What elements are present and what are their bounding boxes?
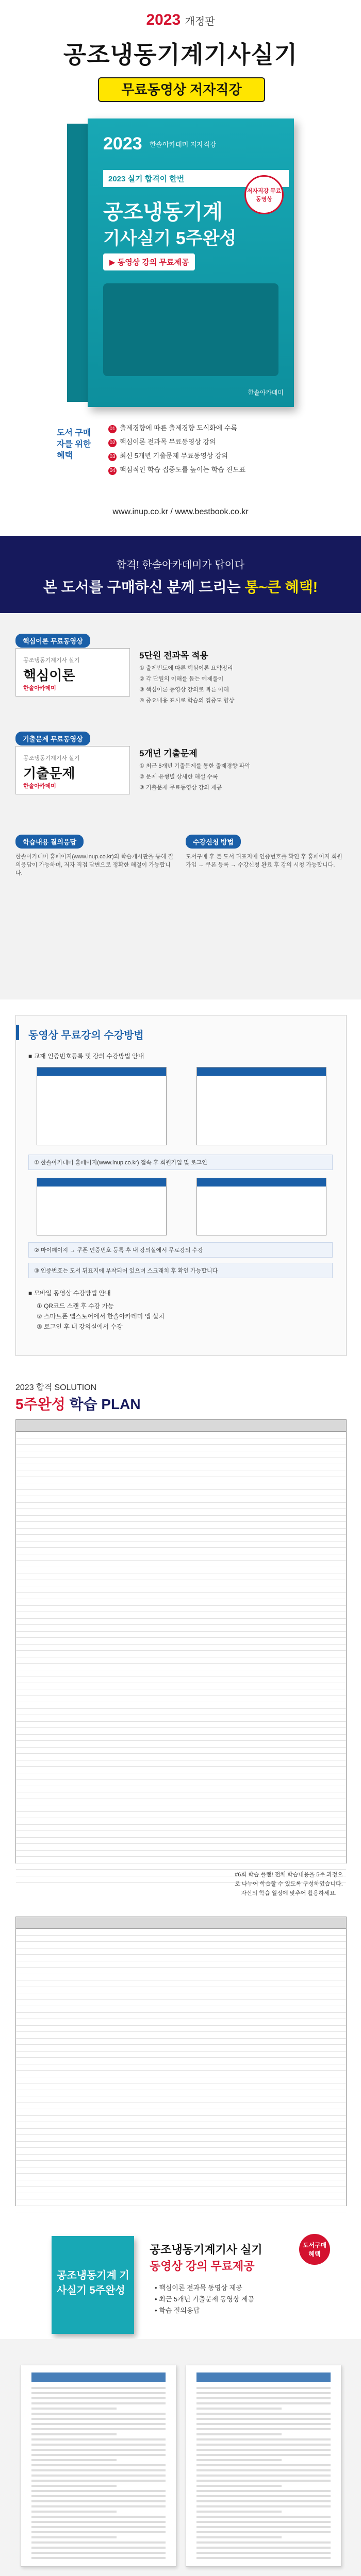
- banner-line1: 합격! 한솔아카데미가 답이다: [116, 560, 245, 571]
- text-line: [196, 2387, 331, 2389]
- table-row: [16, 1490, 346, 1497]
- cover-top-text: 한솔아카데미 저자직강: [150, 141, 217, 148]
- text-line: [196, 2547, 331, 2549]
- text-line: [31, 2536, 117, 2538]
- text-line: [196, 2444, 331, 2446]
- table-row: [16, 1748, 346, 1754]
- table-row: [16, 1529, 346, 1535]
- table-row: [16, 2174, 346, 2180]
- study-plan-table: [15, 1917, 347, 2206]
- cover-title-line2: 기사실기 5주완성: [103, 229, 237, 248]
- plan-note: #6회 학습 플랜! 전체 학습내용을 5주 과정으로 나누어 학습할 수 있도록 구성하였습니다. 자신의 학습 일정에 맞추어 활용하세요.: [235, 1872, 343, 1896]
- plan-title: 5주완성 학습 PLAN: [15, 1396, 141, 1412]
- table-row: [16, 1818, 346, 1825]
- table-row: [16, 1458, 346, 1464]
- table-row: [16, 1573, 346, 1580]
- table-row: [16, 2058, 346, 2064]
- text-line: [196, 2526, 331, 2528]
- cover-publisher: 한솔아카데미: [248, 389, 284, 396]
- table-row: [16, 1968, 346, 1974]
- table-row: [16, 2096, 346, 2103]
- video-guide-section: [0, 999, 361, 1370]
- table-row: [16, 1961, 346, 1968]
- benefit-theory: [15, 634, 346, 704]
- table-row: [16, 1715, 346, 1722]
- benefit-item: 02 핵심이론 전과목 무료동영상 강의: [108, 436, 304, 447]
- table-row: [16, 1657, 346, 1664]
- website-screenshot: [196, 1067, 326, 1145]
- text-line: [31, 2423, 166, 2425]
- table-row: [16, 1942, 346, 1948]
- cover-illustration: [103, 283, 278, 376]
- table-row: [16, 1936, 346, 1942]
- lecture-subtitle: 동영상 강의 무료제공: [150, 2260, 255, 2273]
- benefit-past-exams: [15, 732, 346, 793]
- text-line: [31, 2438, 166, 2441]
- text-line: [31, 2475, 166, 2477]
- table-row: [16, 1728, 346, 1735]
- table-row: [16, 1786, 346, 1793]
- free-video-badge: 무료동영상 저자직강: [98, 77, 265, 102]
- cover-title-line1: 공조냉동기계: [103, 201, 223, 224]
- text-line: [31, 2500, 166, 2502]
- guide-step: ■ 교재 인증번호등록 및 강의 수강방법 안내: [28, 1053, 144, 1060]
- text-line: [31, 2485, 117, 2487]
- text-line: [196, 2521, 331, 2523]
- table-row: [16, 1509, 346, 1516]
- text-line: [31, 2397, 166, 2399]
- text-line: [196, 2454, 331, 2456]
- table-row: [16, 1477, 346, 1484]
- page-heading-bar: [196, 2372, 331, 2382]
- text-line: [31, 2433, 117, 2435]
- sample-pages-section: [0, 2339, 361, 2576]
- free-lecture-banner: [0, 2221, 361, 2339]
- play-icon: ▶: [109, 258, 118, 267]
- table-row: [16, 1619, 346, 1625]
- table-row: [16, 1516, 346, 1522]
- text-line: [196, 2475, 331, 2477]
- table-row: [16, 1709, 346, 1716]
- text-line: [196, 2480, 331, 2482]
- lecture-title: 공조냉동기계기사 실기: [150, 2243, 262, 2256]
- text-line: [31, 2531, 166, 2533]
- table-row: [16, 1812, 346, 1819]
- table-row: [16, 1535, 346, 1541]
- table-row: [16, 1432, 346, 1438]
- book-cover: [88, 118, 294, 407]
- table-row: [16, 2090, 346, 2097]
- table-row: [16, 1722, 346, 1728]
- enroll-benefit: 수강신청 방법 도서구매 후 본 도서 뒤표지에 인증번호를 확인 후 홈페이지 회원가입 → 쿠폰 등록 → 수강신청 완료 후 강의 시청 가능합니다.: [186, 835, 346, 869]
- website-screenshot: [196, 1178, 326, 1235]
- table-row: [16, 1612, 346, 1619]
- table-header: [16, 1917, 346, 1929]
- table-row: [16, 2193, 346, 2200]
- text-line: [196, 2433, 282, 2435]
- text-line: [196, 2511, 282, 2513]
- lecture-bullet: • 핵심이론 전과목 동영상 제공: [155, 2284, 242, 2292]
- benefits-section: [0, 613, 361, 999]
- plan-subtitle: 2023 합격 SOLUTION: [15, 1383, 97, 1392]
- table-row: [16, 1735, 346, 1741]
- benefit-list: [108, 422, 304, 478]
- benefit-tag: 기출문제 무료동영상: [15, 732, 90, 745]
- table-row: [16, 1702, 346, 1709]
- text-line: [196, 2516, 331, 2518]
- text-line: [196, 2418, 331, 2420]
- theory-card: 공조냉동기계기사 실기 핵심이론 한솔아카데미: [15, 648, 130, 697]
- text-line: [196, 2485, 282, 2487]
- table-row: [16, 1580, 346, 1587]
- text-line: [31, 2547, 166, 2549]
- table-row: [16, 1554, 346, 1561]
- table-row: [16, 1676, 346, 1683]
- text-line: [31, 2459, 117, 2461]
- video-guide-title: 동영상 무료강의 수강방법: [28, 1030, 144, 1041]
- theory-description: 5단원 전과목 적용 ① 출제빈도에 따른 핵심이론 요약정리 ② 각 단원의 이해를 돕는 예제풀이 ③ 핵심이론 동영상 강의로 빠른 이해 ④ 중요내용 표시로 학습의 집중도 향상: [139, 651, 235, 704]
- table-row: [16, 1645, 346, 1651]
- purchase-badge: 도서구매 혜택: [299, 2234, 330, 2265]
- table-row: [16, 1780, 346, 1786]
- text-line: [31, 2464, 166, 2466]
- text-line: [31, 2505, 166, 2507]
- text-line: [31, 2521, 166, 2523]
- guide-note: ③ 인증번호는 도서 뒤표지에 부착되어 있으며 스크래치 후 확인 가능합니다: [28, 1263, 333, 1278]
- table-row: [16, 2077, 346, 2084]
- cover-subtitle: 2023 실기 합격이 한번: [103, 170, 289, 187]
- study-plan-table: [15, 1419, 347, 1863]
- table-row: [16, 1955, 346, 1961]
- table-row: [16, 1438, 346, 1445]
- table-row: [16, 2052, 346, 2058]
- text-line: [31, 2387, 166, 2389]
- table-row: [16, 2129, 346, 2136]
- table-row: [16, 1993, 346, 2000]
- table-row: [16, 1541, 346, 1548]
- text-line: [196, 2413, 331, 2415]
- book-spine: [67, 124, 88, 402]
- table-row: [16, 2148, 346, 2155]
- table-row: [16, 1683, 346, 1690]
- guide-step: ■ 모바일 동영상 수강방법 안내: [28, 1290, 111, 1297]
- benefit-banner: [0, 536, 361, 613]
- text-line: [196, 2397, 331, 2399]
- table-row: [16, 1851, 346, 1857]
- text-line: [31, 2454, 166, 2456]
- text-line: [31, 2557, 166, 2559]
- website-screenshot: [37, 1178, 167, 1235]
- table-header: [16, 1420, 346, 1432]
- table-row: [16, 2083, 346, 2090]
- text-line: [31, 2541, 166, 2544]
- table-row: [16, 1599, 346, 1606]
- table-row: [16, 2199, 346, 2206]
- table-row: [16, 2071, 346, 2077]
- benefit-item: 01 출제경향에 따른 출제경향 도식화에 수록: [108, 422, 304, 433]
- table-row: [16, 2032, 346, 2039]
- page-heading-bar: [31, 2372, 166, 2382]
- table-row: [16, 2206, 346, 2213]
- publisher-logo: 한솔아카데미: [23, 783, 56, 789]
- table-row: [16, 2019, 346, 2026]
- text-line: [31, 2495, 166, 2497]
- table-row: [16, 1825, 346, 1832]
- table-row: [16, 2142, 346, 2148]
- text-line: [31, 2428, 166, 2430]
- table-row: [16, 1838, 346, 1844]
- table-row: [16, 2155, 346, 2161]
- text-line: [196, 2423, 331, 2425]
- table-row: [16, 1451, 346, 1458]
- table-row: [16, 2103, 346, 2110]
- table-row: [16, 1586, 346, 1593]
- table-row: [16, 2045, 346, 2052]
- text-line: [196, 2505, 331, 2507]
- table-row: [16, 1987, 346, 1994]
- edition-label: 2023 개정판: [146, 11, 215, 28]
- text-line: [196, 2459, 282, 2461]
- table-row: [16, 1593, 346, 1600]
- text-line: [196, 2536, 282, 2538]
- table-row: [16, 1741, 346, 1748]
- video-guide-box: [15, 1015, 347, 1356]
- text-line: [196, 2500, 331, 2502]
- mobile-step: ① QR코드 스캔 후 수강 가능: [37, 1302, 114, 1310]
- text-line: [31, 2516, 166, 2518]
- table-row: [16, 2000, 346, 2007]
- table-row: [16, 1980, 346, 1987]
- table-row: [16, 1773, 346, 1780]
- table-row: [16, 1638, 346, 1645]
- table-row: [16, 1844, 346, 1851]
- text-line: [31, 2408, 117, 2410]
- table-row: [16, 2135, 346, 2142]
- book-main-title: 공조냉동기계기사실기: [63, 41, 298, 68]
- table-row: [16, 1754, 346, 1760]
- lecture-bullet: • 최근 5개년 기출문제 동영상 제공: [155, 2295, 255, 2303]
- table-row: [16, 1470, 346, 1477]
- website-urls[interactable]: www.inup.co.kr / www.bestbook.co.kr: [112, 507, 249, 516]
- lecture-bullet: • 학습 질의응답: [155, 2307, 200, 2314]
- text-line: [31, 2511, 117, 2513]
- table-row: [16, 1948, 346, 1955]
- publisher-logo: 한솔아카데미: [23, 685, 56, 691]
- table-row: [16, 2026, 346, 2032]
- table-row: [16, 1929, 346, 1936]
- text-line: [196, 2428, 331, 2430]
- sample-page-toc: [186, 2365, 341, 2567]
- table-row: [16, 2187, 346, 2193]
- text-line: [196, 2438, 331, 2441]
- table-row: [16, 1464, 346, 1471]
- banner-line2: 본 도서를 구매하신 분께 드리는 통~큰 혜택!: [43, 579, 318, 595]
- text-line: [196, 2495, 331, 2497]
- text-line: [196, 2552, 331, 2554]
- hero-section: [0, 0, 361, 536]
- guide-note: ① 한솔아카데미 홈페이지(www.inup.co.kr) 접속 후 회원가입 및 로그인: [28, 1155, 333, 1170]
- mobile-step: ② 스마트폰 앱스토어에서 한솔아카데미 앱 설치: [37, 1313, 165, 1320]
- table-row: [16, 1805, 346, 1812]
- benefits-label: 도서 구매자를 위한 혜택: [57, 429, 91, 460]
- sample-page-toc: [21, 2365, 176, 2567]
- text-line: [31, 2480, 166, 2482]
- text-line: [31, 2526, 166, 2528]
- table-row: [16, 2064, 346, 2071]
- text-line: [31, 2413, 166, 2415]
- text-line: [31, 2490, 166, 2492]
- book-cover-image: [67, 118, 294, 407]
- text-line: [196, 2490, 331, 2492]
- text-line: [31, 2469, 166, 2471]
- table-row: [16, 1651, 346, 1657]
- table-row: [16, 1664, 346, 1670]
- past-exam-card: 공조냉동기계기사 실기 기출문제 한솔아카데미: [15, 746, 130, 794]
- text-line: [196, 2469, 331, 2471]
- text-line: [196, 2392, 331, 2394]
- table-row: [16, 1561, 346, 1567]
- benefit-tag: 핵심이론 무료동영상: [15, 634, 90, 648]
- table-row: [16, 2122, 346, 2129]
- table-row: [16, 1625, 346, 1632]
- table-row: [16, 1632, 346, 1638]
- section-marker-icon: [16, 1025, 19, 1040]
- cover-seal: 저자직강 무료동영상: [244, 175, 284, 214]
- website-screenshot: [37, 1067, 167, 1145]
- text-line: [31, 2418, 166, 2420]
- table-row: [16, 2161, 346, 2167]
- table-row: [16, 2039, 346, 2045]
- table-row: [16, 1760, 346, 1767]
- table-row: [16, 2006, 346, 2013]
- table-row: [16, 1445, 346, 1451]
- mobile-step: ③ 로그인 후 내 강의실에서 수강: [37, 1323, 123, 1330]
- benefit-item: 04 핵심적인 학습 집중도를 높이는 학습 진도표: [108, 464, 304, 475]
- table-row: [16, 1522, 346, 1529]
- cover-video-label: ▶ 동영상 강의 무료제공: [103, 253, 195, 270]
- table-row: [16, 1689, 346, 1696]
- table-row: [16, 2109, 346, 2116]
- text-line: [196, 2402, 331, 2404]
- table-row: [16, 1974, 346, 1981]
- cover-year: 2023: [103, 134, 142, 154]
- study-plan-section: [0, 1370, 361, 2221]
- table-row: [16, 1548, 346, 1554]
- table-row: [16, 1696, 346, 1703]
- table-row: [16, 1503, 346, 1510]
- table-row: [16, 2167, 346, 2174]
- table-row: [16, 1792, 346, 1799]
- table-row: [16, 1496, 346, 1503]
- table-row: [16, 1799, 346, 1806]
- table-row: [16, 1831, 346, 1838]
- table-row: [16, 1767, 346, 1773]
- text-line: [196, 2557, 331, 2559]
- text-line: [196, 2408, 282, 2410]
- guide-note: ② 마이페이지 → 쿠폰 인증번호 등록 후 내 강의실에서 무료강의 수강: [28, 1242, 333, 1258]
- book-thumbnail: 공조냉동기계 기사실기 5주완성: [52, 2236, 134, 2334]
- table-row: [16, 1483, 346, 1490]
- text-line: [196, 2449, 331, 2451]
- table-row: [16, 1863, 346, 1870]
- text-line: [196, 2464, 331, 2466]
- table-row: [16, 2013, 346, 2020]
- text-line: [196, 2531, 331, 2533]
- table-row: [16, 2180, 346, 2187]
- text-line: [31, 2552, 166, 2554]
- qa-benefit: 학습내용 질의응답 한솔아카데미 홈페이지(www.inup.co.kr)의 학습게시판을 통해 질의응답이 가능하며, 저자 직접 답변으로 정확한 해결이 가능합니다.: [15, 835, 175, 877]
- text-line: [31, 2392, 166, 2394]
- table-row: [16, 1606, 346, 1613]
- text-line: [31, 2449, 166, 2451]
- text-line: [196, 2541, 331, 2544]
- past-exam-description: 5개년 기출문제 ① 최근 5개년 기출문제를 통한 출제경향 파악 ② 문제 유형별 상세한 해설 수록 ③ 기출문제 무료동영상 강의 제공: [139, 749, 250, 791]
- benefit-item: 03 최신 5개년 기출문제 무료동영상 강의: [108, 450, 304, 461]
- table-row: [16, 1857, 346, 1863]
- table-row: [16, 1670, 346, 1677]
- table-row: [16, 1567, 346, 1574]
- table-row: [16, 2116, 346, 2123]
- text-line: [31, 2444, 166, 2446]
- text-line: [31, 2402, 166, 2404]
